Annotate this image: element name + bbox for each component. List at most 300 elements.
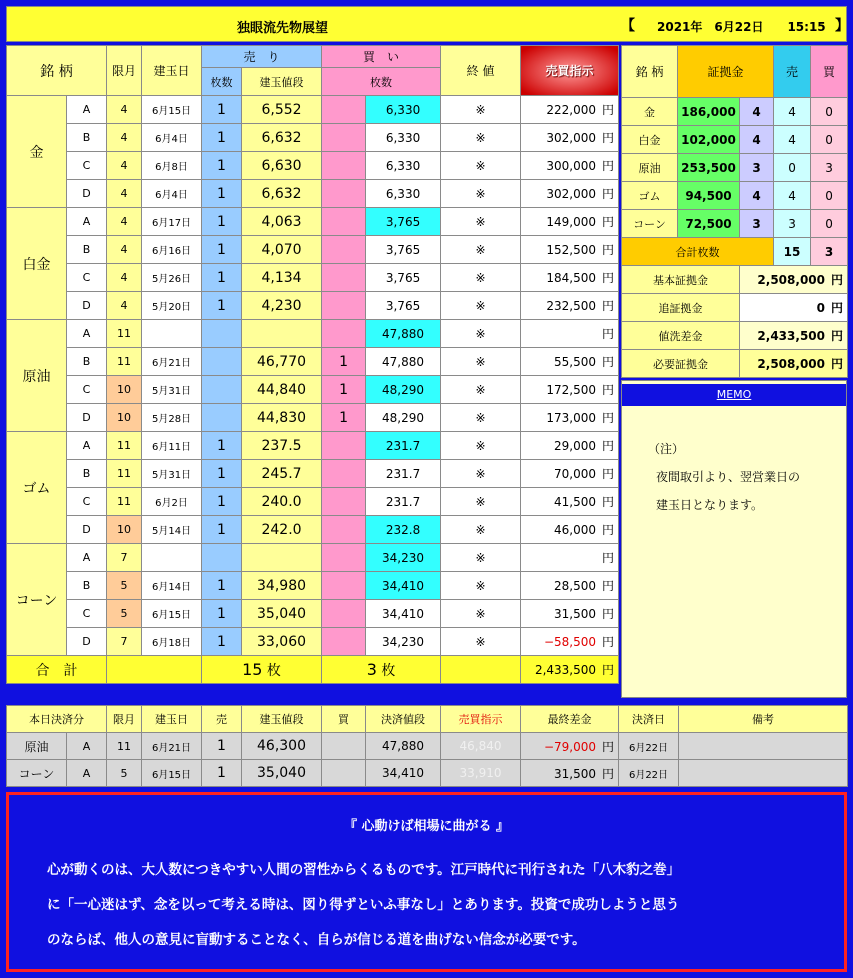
total-diff-value: 2,433,500 — [534, 663, 597, 677]
sell-qty: 1 — [202, 208, 242, 236]
contract-month: 7 — [107, 544, 142, 572]
contract-month: 4 — [107, 292, 142, 320]
contract-month: 11 — [107, 432, 142, 460]
title-bar — [6, 6, 847, 42]
mtm-diff — [521, 544, 619, 572]
close-price: 47,880 — [366, 320, 441, 348]
slot: D — [67, 404, 107, 432]
settle-header-sell: 売 — [202, 706, 242, 733]
sell-qty — [202, 376, 242, 404]
mtm-diff-value: 300,000 — [546, 159, 597, 173]
buy-qty — [322, 264, 366, 292]
side-brand: 白金 — [622, 126, 678, 154]
buy-qty — [322, 208, 366, 236]
open-date: 6月15日 — [142, 600, 202, 628]
mtm-diff-value: 28,500 — [554, 579, 597, 593]
yen-unit: 円 — [602, 383, 615, 397]
mtm-diff — [521, 628, 619, 656]
side-buy: 0 — [811, 126, 848, 154]
open-date: 6月8日 — [142, 152, 202, 180]
memo-line: 夜間取引より、翌営業日の — [656, 470, 801, 484]
buy-qty: 1 — [322, 348, 366, 376]
settle-brand: 原油 — [7, 733, 67, 760]
close-price: 6,330 — [366, 124, 441, 152]
group-name: 金 — [7, 96, 67, 208]
settle-header-final: 最終差金 — [521, 706, 619, 733]
sell-qty — [202, 544, 242, 572]
settle-signal: 46,840 — [441, 733, 521, 760]
slot: A — [67, 96, 107, 124]
yen-unit: 円 — [602, 243, 615, 257]
close-price: 3,765 — [366, 236, 441, 264]
close-price: 232.8 — [366, 516, 441, 544]
yen-unit: 円 — [831, 273, 844, 287]
side-qty: 4 — [740, 126, 774, 154]
buy-qty — [322, 432, 366, 460]
header-close: 終 値 — [441, 46, 521, 96]
mtm-diff-value: −58,500 — [543, 635, 597, 649]
side-margin: 94,500 — [678, 182, 740, 210]
mtm-total — [740, 322, 848, 350]
total-sell-value: 15 — [242, 659, 263, 679]
contract-month: 11 — [107, 348, 142, 376]
buy-qty — [322, 292, 366, 320]
slot: A — [67, 432, 107, 460]
settle-open-date: 6月21日 — [142, 733, 202, 760]
header-sell: 売 り — [202, 46, 322, 68]
open-date: 5月31日 — [142, 460, 202, 488]
total-buy-value: 3 — [366, 659, 377, 679]
side-sell: 4 — [774, 126, 811, 154]
buy-qty — [322, 516, 366, 544]
mtm-diff-value: 172,500 — [546, 383, 597, 397]
open-date: 5月14日 — [142, 516, 202, 544]
open-date: 6月14日 — [142, 572, 202, 600]
signal: ※ — [441, 544, 521, 572]
mtm-diff-value: 173,000 — [546, 411, 597, 425]
open-price: 4,134 — [242, 264, 322, 292]
positions-table — [6, 45, 619, 684]
close-price: 6,330 — [366, 180, 441, 208]
sell-qty: 1 — [202, 600, 242, 628]
open-price: 242.0 — [242, 516, 322, 544]
settle-price: 47,880 — [366, 733, 441, 760]
margin-table — [621, 45, 848, 378]
close-price: 3,765 — [366, 292, 441, 320]
settle-month: 11 — [107, 733, 142, 760]
buy-qty — [322, 628, 366, 656]
settle-qty: 1 — [202, 733, 242, 760]
close-price: 6,330 — [366, 152, 441, 180]
open-date — [142, 544, 202, 572]
buy-qty — [322, 600, 366, 628]
close-price: 48,290 — [366, 376, 441, 404]
settle-date: 6月22日 — [619, 733, 679, 760]
bracket-left: 【 — [621, 18, 635, 34]
memo-line: 建玉日となります。 — [656, 498, 764, 512]
header-month: 限月 — [107, 46, 142, 96]
slot: B — [67, 572, 107, 600]
contract-month: 10 — [107, 516, 142, 544]
slot: A — [67, 320, 107, 348]
open-price: 6,632 — [242, 124, 322, 152]
total-spacer — [107, 656, 202, 684]
signal: ※ — [441, 152, 521, 180]
open-date: 5月31日 — [142, 376, 202, 404]
open-price: 4,063 — [242, 208, 322, 236]
mtm-diff — [521, 152, 619, 180]
settle-price: 34,410 — [366, 760, 441, 787]
sell-qty: 1 — [202, 432, 242, 460]
total-diff — [521, 656, 619, 684]
yen-unit: 円 — [602, 299, 615, 313]
close-price: 34,230 — [366, 544, 441, 572]
header-buy: 買 い — [322, 46, 441, 68]
close-price: 6,330 — [366, 96, 441, 124]
header-open-price: 建玉値段 — [242, 68, 322, 96]
open-price: 4,230 — [242, 292, 322, 320]
open-price: 6,632 — [242, 180, 322, 208]
mtm-diff-value: 302,000 — [546, 131, 597, 145]
settle-qty: 1 — [202, 760, 242, 787]
mtm-diff-value: 222,000 — [546, 103, 597, 117]
total-sell — [202, 656, 322, 684]
datetime: 2021年 6月22日 15:15 — [657, 20, 826, 34]
side-total-label: 合計枚数 — [622, 238, 774, 266]
yen-unit: 円 — [831, 329, 844, 343]
side-buy: 0 — [811, 182, 848, 210]
mtm-diff — [521, 124, 619, 152]
open-price: 6,630 — [242, 152, 322, 180]
memo-line: （注） — [648, 442, 685, 456]
contract-month: 4 — [107, 96, 142, 124]
open-price: 44,840 — [242, 376, 322, 404]
slot: D — [67, 292, 107, 320]
open-price: 44,830 — [242, 404, 322, 432]
yen-unit: 円 — [602, 271, 615, 285]
required-margin-label: 必要証拠金 — [622, 350, 740, 378]
signal: ※ — [441, 460, 521, 488]
contract-month: 11 — [107, 488, 142, 516]
mtm-diff-value: 46,000 — [554, 523, 597, 537]
settle-header-price: 建玉値段 — [242, 706, 322, 733]
side-margin: 253,500 — [678, 154, 740, 182]
close-price: 231.7 — [366, 432, 441, 460]
settle-slot: A — [67, 733, 107, 760]
open-date — [142, 320, 202, 348]
header-open-date: 建玉日 — [142, 46, 202, 96]
side-margin: 186,000 — [678, 98, 740, 126]
close-price: 48,290 — [366, 404, 441, 432]
open-price — [242, 544, 322, 572]
mtm-diff — [521, 572, 619, 600]
side-header-sell: 売 — [774, 46, 811, 98]
side-header-margin: 証拠金 — [678, 46, 774, 98]
quote-line: のならば、他人の意見に盲動することなく、自らが信じる道を曲げない信念が必要です。 — [47, 932, 586, 948]
signal: ※ — [441, 572, 521, 600]
slot: C — [67, 488, 107, 516]
sell-qty: 1 — [202, 460, 242, 488]
basic-margin-value: 2,508,000 — [757, 273, 825, 287]
side-qty: 4 — [740, 98, 774, 126]
yen-unit: 円 — [602, 467, 615, 481]
sell-qty: 1 — [202, 152, 242, 180]
settle-header-date: 建玉日 — [142, 706, 202, 733]
yen-unit: 円 — [602, 607, 615, 621]
settle-open-date: 6月15日 — [142, 760, 202, 787]
open-date: 6月11日 — [142, 432, 202, 460]
slot: B — [67, 124, 107, 152]
side-brand: コーン — [622, 210, 678, 238]
yen-unit: 円 — [602, 439, 615, 453]
settle-header-settle-date: 決済日 — [619, 706, 679, 733]
signal: ※ — [441, 376, 521, 404]
mtm-diff — [521, 460, 619, 488]
mtm-total-label: 値洗差金 — [622, 322, 740, 350]
yen-unit: 円 — [602, 215, 615, 229]
side-buy: 0 — [811, 98, 848, 126]
signal: ※ — [441, 600, 521, 628]
mtm-diff — [521, 516, 619, 544]
buy-qty — [322, 460, 366, 488]
buy-qty — [322, 572, 366, 600]
required-margin-value: 2,508,000 — [757, 357, 825, 371]
memo-link[interactable]: MEMO — [622, 384, 846, 406]
buy-qty — [322, 544, 366, 572]
yen-unit: 円 — [602, 551, 615, 565]
close-price: 47,880 — [366, 348, 441, 376]
contract-month: 10 — [107, 404, 142, 432]
mtm-diff — [521, 292, 619, 320]
slot: A — [67, 544, 107, 572]
mtm-diff — [521, 488, 619, 516]
contract-month: 11 — [107, 460, 142, 488]
signal: ※ — [441, 292, 521, 320]
signal: ※ — [441, 348, 521, 376]
close-price: 34,410 — [366, 572, 441, 600]
mtm-diff — [521, 376, 619, 404]
quote-line: 心が動くのは、大人数につきやすい人間の習性からくるものです。江戸時代に刊行された「八木豹之巻」 — [47, 862, 681, 878]
side-qty: 3 — [740, 210, 774, 238]
buy-qty — [322, 96, 366, 124]
side-qty: 4 — [740, 182, 774, 210]
slot: D — [67, 516, 107, 544]
settlement-table — [6, 705, 848, 787]
group-name: 白金 — [7, 208, 67, 320]
settle-open-price: 46,300 — [242, 733, 322, 760]
settle-header-title: 本日決済分 — [7, 706, 107, 733]
open-price: 6,552 — [242, 96, 322, 124]
slot: B — [67, 460, 107, 488]
slot: A — [67, 208, 107, 236]
signal: ※ — [441, 96, 521, 124]
sell-qty: 1 — [202, 180, 242, 208]
header-brand: 銘 柄 — [7, 46, 107, 96]
mtm-diff — [521, 320, 619, 348]
settle-note — [679, 760, 848, 787]
yen-unit: 円 — [602, 579, 615, 593]
open-price: 240.0 — [242, 488, 322, 516]
signal: ※ — [441, 516, 521, 544]
signal: ※ — [441, 208, 521, 236]
settle-final-value: −79,000 — [543, 739, 596, 754]
sell-qty — [202, 348, 242, 376]
side-qty: 3 — [740, 154, 774, 182]
signal: ※ — [441, 432, 521, 460]
side-sell: 4 — [774, 98, 811, 126]
memo-text — [648, 435, 800, 519]
additional-margin-value: 0 — [816, 301, 825, 315]
contract-month: 11 — [107, 320, 142, 348]
slot: C — [67, 600, 107, 628]
unit: 枚 — [266, 662, 281, 679]
settle-header-settle-price: 決済値段 — [366, 706, 441, 733]
buy-qty — [322, 180, 366, 208]
yen-unit: 円 — [602, 103, 615, 117]
sell-qty — [202, 404, 242, 432]
sell-qty: 1 — [202, 572, 242, 600]
signal: ※ — [441, 404, 521, 432]
contract-month: 5 — [107, 600, 142, 628]
settle-open-price: 35,040 — [242, 760, 322, 787]
open-price: 4,070 — [242, 236, 322, 264]
yen-unit: 円 — [602, 411, 615, 425]
side-total-buy: 3 — [811, 238, 848, 266]
signal: ※ — [441, 264, 521, 292]
yen-unit: 円 — [831, 357, 844, 371]
side-brand: ゴム — [622, 182, 678, 210]
settle-buy — [322, 760, 366, 787]
side-header-brand: 銘 柄 — [622, 46, 678, 98]
mtm-diff — [521, 180, 619, 208]
side-brand: 原油 — [622, 154, 678, 182]
quote-title: 『 心動けば相場に曲がる 』 — [343, 819, 510, 834]
settle-brand: コーン — [7, 760, 67, 787]
side-total-sell: 15 — [774, 238, 811, 266]
total-label: 合 計 — [7, 656, 107, 684]
contract-month: 4 — [107, 180, 142, 208]
open-date: 6月4日 — [142, 124, 202, 152]
open-date: 6月17日 — [142, 208, 202, 236]
yen-unit: 円 — [602, 663, 615, 677]
side-sell: 4 — [774, 182, 811, 210]
additional-margin-label: 追証拠金 — [622, 294, 740, 322]
sell-qty: 1 — [202, 488, 242, 516]
yen-unit: 円 — [602, 495, 615, 509]
open-price: 35,040 — [242, 600, 322, 628]
mtm-diff-value: 70,000 — [554, 467, 597, 481]
open-price: 245.7 — [242, 460, 322, 488]
open-price: 33,060 — [242, 628, 322, 656]
settle-signal: 33,910 — [441, 760, 521, 787]
group-name: コーン — [7, 544, 67, 656]
yen-unit: 円 — [602, 131, 615, 145]
mtm-diff-value: 55,500 — [554, 355, 597, 369]
sell-qty: 1 — [202, 96, 242, 124]
header-buy-qty: 枚数 — [322, 68, 441, 96]
signal: ※ — [441, 180, 521, 208]
settle-header-month: 限月 — [107, 706, 142, 733]
buy-qty: 1 — [322, 404, 366, 432]
mtm-diff-value: 149,000 — [546, 215, 597, 229]
slot: D — [67, 180, 107, 208]
open-date: 5月28日 — [142, 404, 202, 432]
close-price: 231.7 — [366, 460, 441, 488]
quote-panel — [6, 792, 847, 972]
basic-margin — [740, 266, 848, 294]
signal: ※ — [441, 320, 521, 348]
buy-qty — [322, 320, 366, 348]
side-sell: 3 — [774, 210, 811, 238]
open-date: 6月18日 — [142, 628, 202, 656]
unit: 枚 — [381, 662, 396, 679]
yen-unit: 円 — [601, 766, 614, 781]
buy-qty — [322, 236, 366, 264]
slot: D — [67, 628, 107, 656]
contract-month: 7 — [107, 628, 142, 656]
signal: ※ — [441, 628, 521, 656]
settle-final-value: 31,500 — [553, 766, 596, 781]
mtm-diff-value: 29,000 — [554, 439, 597, 453]
buy-qty: 1 — [322, 376, 366, 404]
settle-header-signal: 売買指示 — [441, 706, 521, 733]
sell-qty: 1 — [202, 292, 242, 320]
total-buy — [322, 656, 441, 684]
settle-header-buy: 買 — [322, 706, 366, 733]
mtm-diff-value: 302,000 — [546, 187, 597, 201]
total-spacer — [441, 656, 521, 684]
mtm-diff — [521, 96, 619, 124]
contract-month: 10 — [107, 376, 142, 404]
buy-qty — [322, 152, 366, 180]
sell-qty: 1 — [202, 236, 242, 264]
slot: C — [67, 376, 107, 404]
page-title: 独眼流先物展望 — [237, 21, 329, 36]
contract-month: 4 — [107, 124, 142, 152]
buy-qty — [322, 488, 366, 516]
contract-month: 4 — [107, 236, 142, 264]
side-buy: 0 — [811, 210, 848, 238]
slot: B — [67, 348, 107, 376]
open-price — [242, 320, 322, 348]
settle-final — [521, 733, 619, 760]
side-header-buy: 買 — [811, 46, 848, 98]
settle-slot: A — [67, 760, 107, 787]
open-date: 6月16日 — [142, 236, 202, 264]
settle-header-note: 備考 — [679, 706, 848, 733]
side-margin: 72,500 — [678, 210, 740, 238]
close-price: 34,410 — [366, 600, 441, 628]
open-price: 46,770 — [242, 348, 322, 376]
slot: B — [67, 236, 107, 264]
basic-margin-label: 基本証拠金 — [622, 266, 740, 294]
bracket-right: 】 — [835, 18, 849, 34]
memo-panel — [621, 380, 847, 698]
signal: ※ — [441, 236, 521, 264]
close-price: 231.7 — [366, 488, 441, 516]
open-date: 5月26日 — [142, 264, 202, 292]
required-margin — [740, 350, 848, 378]
yen-unit: 円 — [602, 159, 615, 173]
mtm-diff-value: 31,500 — [554, 607, 597, 621]
yen-unit: 円 — [601, 739, 614, 754]
sell-qty — [202, 320, 242, 348]
header-sell-qty: 枚数 — [202, 68, 242, 96]
signal: ※ — [441, 488, 521, 516]
mtm-diff-value: 184,500 — [546, 271, 597, 285]
contract-month: 4 — [107, 152, 142, 180]
mtm-diff — [521, 208, 619, 236]
